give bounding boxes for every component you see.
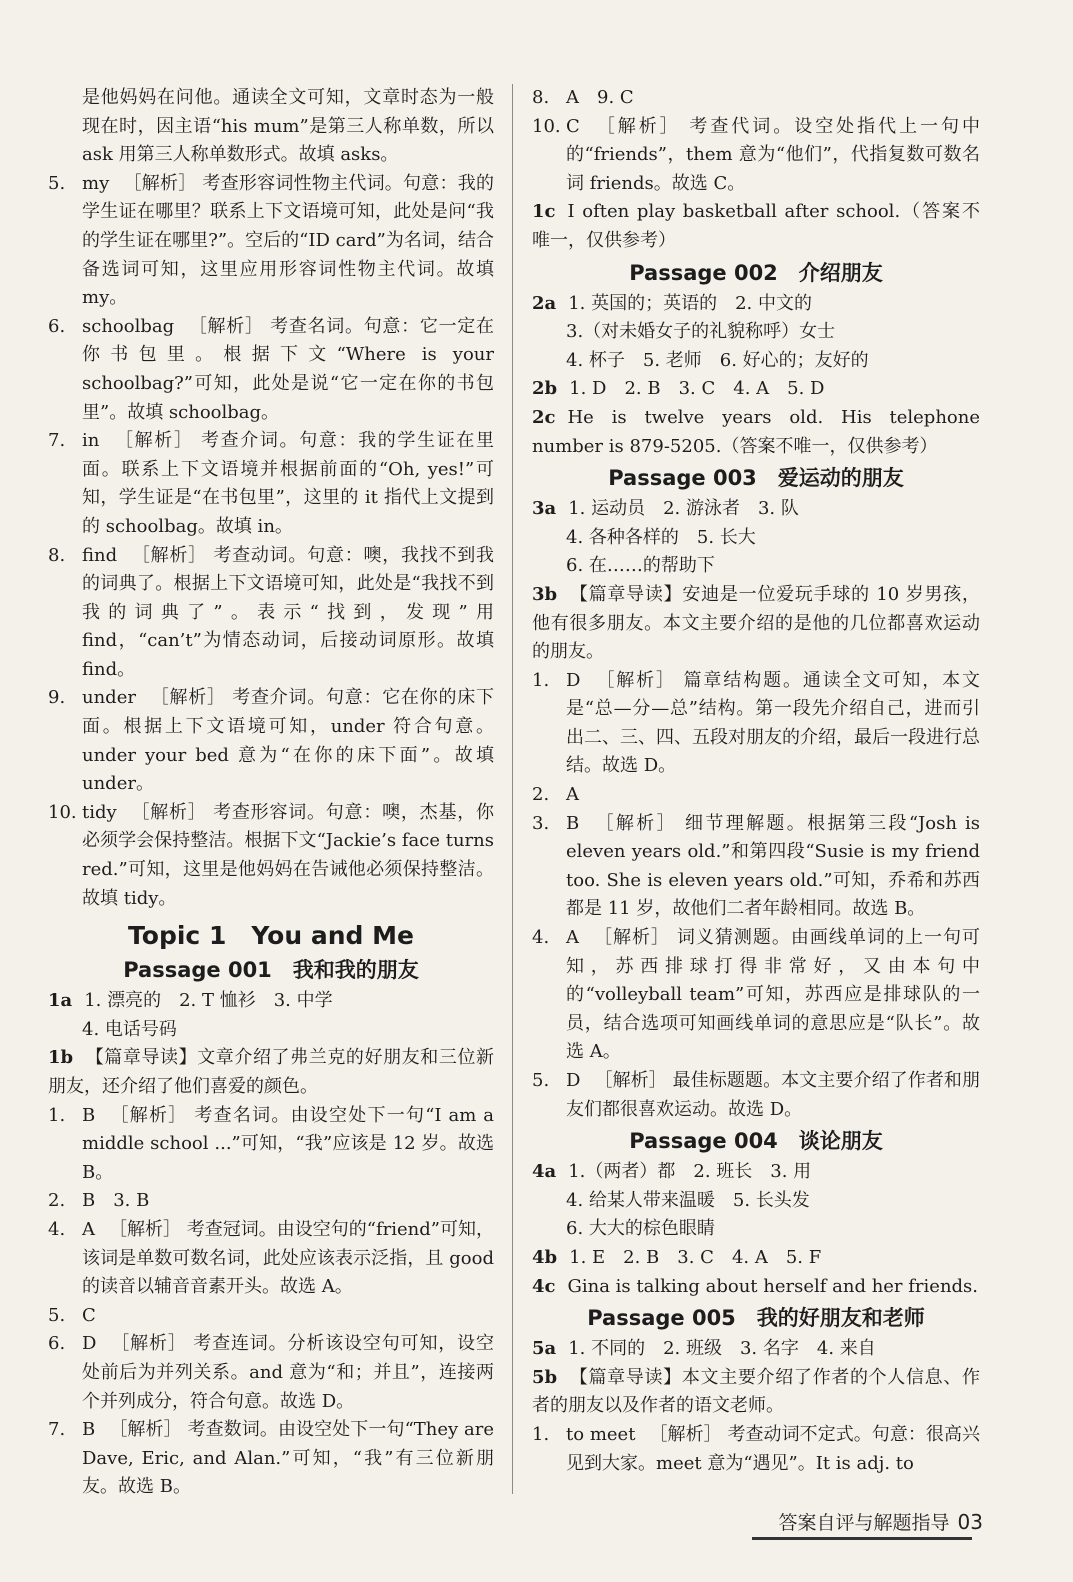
answer-value: in bbox=[82, 430, 100, 452]
text-line: 6. 大大的棕色眼睛 bbox=[566, 1218, 715, 1240]
question-number: 8. bbox=[48, 544, 66, 566]
question-number: 1c bbox=[532, 201, 556, 223]
answer-item bbox=[532, 84, 980, 113]
analysis-text: 考查介词。句意：我的学生证在里面。联系上下文语境并根据前面的“Oh, yes!”可知，学生证是“在书包里”，这里的 it 指代上文提到的 schoolbag。故填 in。 bbox=[82, 430, 495, 537]
answer-value: A 9. C bbox=[566, 87, 634, 108]
analysis-text: 考查动词不定式。句意：很高兴见到大家。meet 意为“遇见”。It is adj. to bbox=[566, 1423, 980, 1474]
answer-value: A bbox=[566, 927, 579, 949]
question-number: 1a bbox=[48, 990, 73, 1012]
answer-value: D bbox=[566, 1070, 581, 1091]
page-footer bbox=[779, 1508, 983, 1535]
answer-text: I often play basketball after school.（答案不唯一，仅供参考） bbox=[532, 201, 980, 251]
answer-item bbox=[532, 667, 980, 781]
analysis-tag: ［解析］ bbox=[131, 544, 207, 566]
answer-item bbox=[532, 924, 980, 1067]
analysis-text: 考查冠词。由设空句的“friend”可知，该词是单数可数名词，此处应该表示泛指，且 good 的读音以辅音音素开头。故选 A。 bbox=[82, 1218, 495, 1298]
answer-item bbox=[48, 1416, 494, 1502]
answer-block bbox=[532, 198, 980, 255]
answer-block bbox=[532, 1158, 980, 1187]
answer-item bbox=[532, 810, 980, 924]
analysis-tag: ［解析］ bbox=[593, 927, 671, 949]
answer-value: D bbox=[82, 1333, 97, 1355]
analysis-tag: ［解析］ bbox=[113, 430, 194, 452]
text-line: 4. 杯子 5. 老师 6. 好心的；友好的 bbox=[566, 349, 869, 371]
answer-value: B 3. B bbox=[82, 1190, 150, 1212]
question-number: 5b bbox=[532, 1366, 558, 1388]
passage-heading: Passage 001 我和我的朋友 bbox=[123, 958, 419, 983]
answer-text: 1. D 2. B 3. C 4. A 5. D bbox=[569, 378, 825, 400]
answer-value: B bbox=[82, 1419, 96, 1441]
passage-heading: Passage 004 谈论朋友 bbox=[629, 1129, 883, 1154]
question-number: 3b bbox=[532, 583, 558, 605]
answer-value: D bbox=[566, 669, 581, 691]
answer-value: to meet bbox=[566, 1423, 636, 1445]
text-line: 4. 给某人带来温暖 5. 长头发 bbox=[566, 1189, 810, 1211]
question-number: 4a bbox=[532, 1161, 557, 1183]
question-number: 2b bbox=[532, 378, 558, 400]
question-number: 2. bbox=[532, 784, 550, 806]
question-number: 4. bbox=[532, 927, 550, 949]
answer-text: He is twelve years old. His telephone number is 879-5205.（答案不唯一，仅供参考） bbox=[532, 406, 980, 457]
question-number: 2a bbox=[532, 292, 557, 314]
answer-item bbox=[532, 1067, 980, 1124]
answer-item bbox=[48, 1330, 494, 1416]
answer-block bbox=[532, 1244, 980, 1273]
left-column bbox=[48, 84, 494, 1502]
question-number: 7. bbox=[48, 430, 66, 452]
footer-label: 答案自评与解题指导 bbox=[778, 1512, 950, 1534]
analysis-tag: ［解析］ bbox=[593, 115, 681, 137]
answer-text: Gina is talking about herself and her friends. bbox=[567, 1275, 979, 1297]
analysis-text: 考查形容词。句意：噢，杰基，你必须学会保持整洁。根据下文“Jackie’s face turns red.”可知，这里是他妈妈在告诫他必须保持整洁。故填 tidy。 bbox=[82, 801, 495, 909]
analysis-text: 考查连词。分析该设空句可知，设空处前后为并列关系。and 意为“和；并且”，连接两个并列成分，符合句意。故选 D。 bbox=[82, 1333, 494, 1412]
answer-text: 1. 不同的 2. 班级 3. 名字 4. 来自 bbox=[568, 1338, 876, 1360]
analysis-tag: ［解析］ bbox=[649, 1423, 722, 1445]
question-number: 3. bbox=[532, 812, 550, 834]
answer-item bbox=[48, 1302, 494, 1331]
question-number: 6. bbox=[48, 1333, 66, 1355]
answer-value: my bbox=[82, 172, 110, 194]
right-column bbox=[532, 84, 980, 1478]
answer-item bbox=[48, 1216, 494, 1302]
answer-block bbox=[532, 404, 980, 461]
answer-block bbox=[532, 290, 980, 319]
question-number: 8. bbox=[532, 87, 550, 108]
answer-item bbox=[48, 799, 494, 913]
question-number: 4c bbox=[532, 1275, 556, 1297]
analysis-tag: ［解析］ bbox=[109, 1218, 182, 1240]
answer-value: B bbox=[82, 1104, 96, 1126]
answer-block bbox=[532, 581, 980, 667]
analysis-tag: ［解析］ bbox=[594, 669, 676, 691]
answer-text: 1. E 2. B 3. C 4. A 5. F bbox=[569, 1246, 822, 1268]
analysis-text: 篇章结构题。通读全文可知，本文是“总—分—总”结构。第一段先介绍自己，进而引出二、三、四、五段对朋友的介绍，最后一段进行总结。故选 D。 bbox=[566, 669, 981, 777]
analysis-tag: ［解析］ bbox=[188, 315, 264, 337]
column-divider bbox=[512, 84, 513, 1494]
analysis-tag: ［解析］ bbox=[123, 172, 197, 194]
text-line: 是他妈妈在问他。通读全文可知，文章时态为一般现在时，因主语“his mum”是第三人称单数，所以 ask 用第三人称单数形式。故填 asks。 bbox=[82, 87, 494, 166]
text-line: 3.（对未婚女子的礼貌称呼）女士 bbox=[566, 321, 836, 343]
analysis-tag: ［解析］ bbox=[109, 1419, 182, 1441]
page-number: 03 bbox=[957, 1510, 983, 1534]
answer-value: C bbox=[566, 115, 580, 137]
question-number: 5a bbox=[532, 1338, 557, 1360]
answer-item bbox=[48, 542, 494, 685]
passage-heading: Passage 005 我的好朋友和老师 bbox=[587, 1306, 925, 1331]
answer-item bbox=[532, 1421, 980, 1478]
question-number: 2c bbox=[532, 406, 556, 428]
answer-block bbox=[532, 375, 980, 404]
text-line: 6. 在……的帮助下 bbox=[566, 555, 715, 577]
answer-block bbox=[48, 1044, 494, 1101]
analysis-tag: ［解析］ bbox=[109, 1104, 188, 1126]
question-number: 3a bbox=[532, 498, 557, 520]
question-number: 10. bbox=[532, 115, 561, 137]
question-number: 7. bbox=[48, 1419, 66, 1441]
analysis-text: 词义猜测题。由画线单词的上一句可知，苏西排球打得非常好，又由本句中的“volleyball team”可知，苏西应是排球队的一员，结合选项可知画线单词的意思应是“队长”。故选 A。 bbox=[566, 927, 981, 1063]
answer-item bbox=[48, 427, 494, 541]
analysis-text: 考查动词。句意：噢，我找不到我的词典了。根据上下文语境可知，此处是“我找不到我的词典了”。表示“找到，发现”用 find，“can’t”为情态动词，后接动词原形。故填 find。 bbox=[82, 544, 495, 680]
question-number: 5. bbox=[48, 172, 66, 194]
answer-item bbox=[532, 113, 980, 199]
analysis-text: 考查名词。句意：它一定在你书包里。根据下文“Where is your schoolbag?”可知，此处是说“它一定在你的书包里”。故填 schoolbag。 bbox=[82, 315, 494, 423]
question-number: 6. bbox=[48, 315, 66, 337]
passage-heading: Passage 002 介绍朋友 bbox=[629, 260, 883, 285]
analysis-text: 考查介词。句意：它在你的床下面。根据上下文语境可知，under 符合句意。under your bed 意为“在你的床下面”。故填 under。 bbox=[82, 687, 494, 795]
question-number: 4b bbox=[532, 1246, 558, 1268]
question-number: 1. bbox=[48, 1104, 66, 1126]
answer-block bbox=[532, 1364, 980, 1421]
answer-block bbox=[532, 1273, 980, 1302]
answer-value: A bbox=[566, 784, 579, 806]
analysis-text: 考查代词。设空处指代上一句中的“friends”，them 意为“他们”，代指复数可数名词 friends。故选 C。 bbox=[566, 115, 981, 194]
answer-text: 【篇章导读】安迪是一位爱玩手球的 10 岁男孩，他有很多朋友。本文主要介绍的是他的几位都喜欢运动的朋友。 bbox=[532, 583, 980, 663]
question-number: 5. bbox=[532, 1070, 550, 1091]
analysis-text: 细节理解题。根据第三段“Josh is eleven years old.”和第四段“Susie is my friend too. She is eleven years old.”可知，乔希和苏西都是 11 岁，故他们二者年龄相同。故选 B。 bbox=[566, 812, 980, 920]
analysis-tag: ［解析］ bbox=[130, 801, 207, 823]
passage-heading: Passage 003 爱运动的朋友 bbox=[608, 466, 904, 491]
analysis-text: 考查形容词性物主代词。句意：我的学生证在哪里？联系上下文语境可知，此处是问“我的学生证在哪里?”。空后的“ID card”为名词，结合备选词可知，这里应用形容词性物主代词。故填 my。 bbox=[82, 172, 495, 309]
answer-value: tidy bbox=[82, 801, 117, 823]
question-number: 4. bbox=[48, 1218, 66, 1240]
footer-rule bbox=[752, 1537, 972, 1540]
analysis-text: 考查名词。由设空处下一句“I am a middle school ...”可知，“我”应该是 12 岁。故选 B。 bbox=[82, 1104, 494, 1183]
answer-text: 1.（两者）都 2. 班长 3. 用 bbox=[568, 1161, 812, 1183]
answer-item bbox=[48, 684, 494, 798]
answer-block bbox=[48, 987, 494, 1016]
analysis-tag: ［解析］ bbox=[149, 687, 226, 709]
answer-item bbox=[48, 1102, 494, 1188]
answer-block bbox=[532, 495, 980, 524]
question-number: 1. bbox=[532, 1423, 550, 1445]
answer-item bbox=[48, 1187, 494, 1216]
answer-value: B bbox=[566, 812, 580, 834]
analysis-tag: ［解析］ bbox=[594, 1070, 667, 1091]
answer-value: under bbox=[82, 687, 136, 709]
text-line: 4. 电话号码 bbox=[82, 1018, 177, 1040]
analysis-tag: ［解析］ bbox=[593, 812, 677, 834]
question-number: 2. bbox=[48, 1190, 66, 1212]
answer-item bbox=[532, 781, 980, 810]
analysis-text: 考查数词。由设空处下一句“They are Dave, Eric, and Alan.”可知，“我”有三位新朋友。故选 B。 bbox=[82, 1419, 494, 1498]
answer-item bbox=[48, 170, 494, 313]
question-number: 9. bbox=[48, 687, 66, 709]
question-number: 1b bbox=[48, 1047, 74, 1069]
analysis-text: 最佳标题题。本文主要介绍了作者和朋友们都很喜欢运动。故选 D。 bbox=[566, 1070, 980, 1120]
question-number: 1. bbox=[532, 669, 550, 691]
answer-text: 1. 运动员 2. 游泳者 3. 队 bbox=[568, 498, 799, 520]
answer-text: 【篇章导读】本文主要介绍了作者的个人信息、作者的朋友以及作者的语文老师。 bbox=[532, 1366, 980, 1417]
answer-block bbox=[532, 1335, 980, 1364]
answer-text: 【篇章导读】文章介绍了弗兰克的好朋友和三位新朋友，还介绍了他们喜爱的颜色。 bbox=[48, 1047, 494, 1097]
answer-value: find bbox=[82, 544, 118, 566]
answer-value: C bbox=[82, 1304, 96, 1326]
analysis-tag: ［解析］ bbox=[110, 1333, 187, 1355]
answer-text: 1. 漂亮的 2. T 恤衫 3. 中学 bbox=[84, 990, 333, 1012]
answer-item bbox=[48, 313, 494, 427]
topic-heading: Topic 1 You and Me bbox=[128, 921, 414, 951]
question-number: 10. bbox=[48, 801, 77, 823]
answer-value: schoolbag bbox=[82, 315, 175, 337]
question-number: 5. bbox=[48, 1304, 66, 1326]
answer-text: 1. 英国的；英语的 2. 中文的 bbox=[568, 292, 812, 314]
text-line: 4. 各种各样的 5. 长大 bbox=[566, 526, 756, 548]
answer-value: A bbox=[82, 1218, 95, 1240]
